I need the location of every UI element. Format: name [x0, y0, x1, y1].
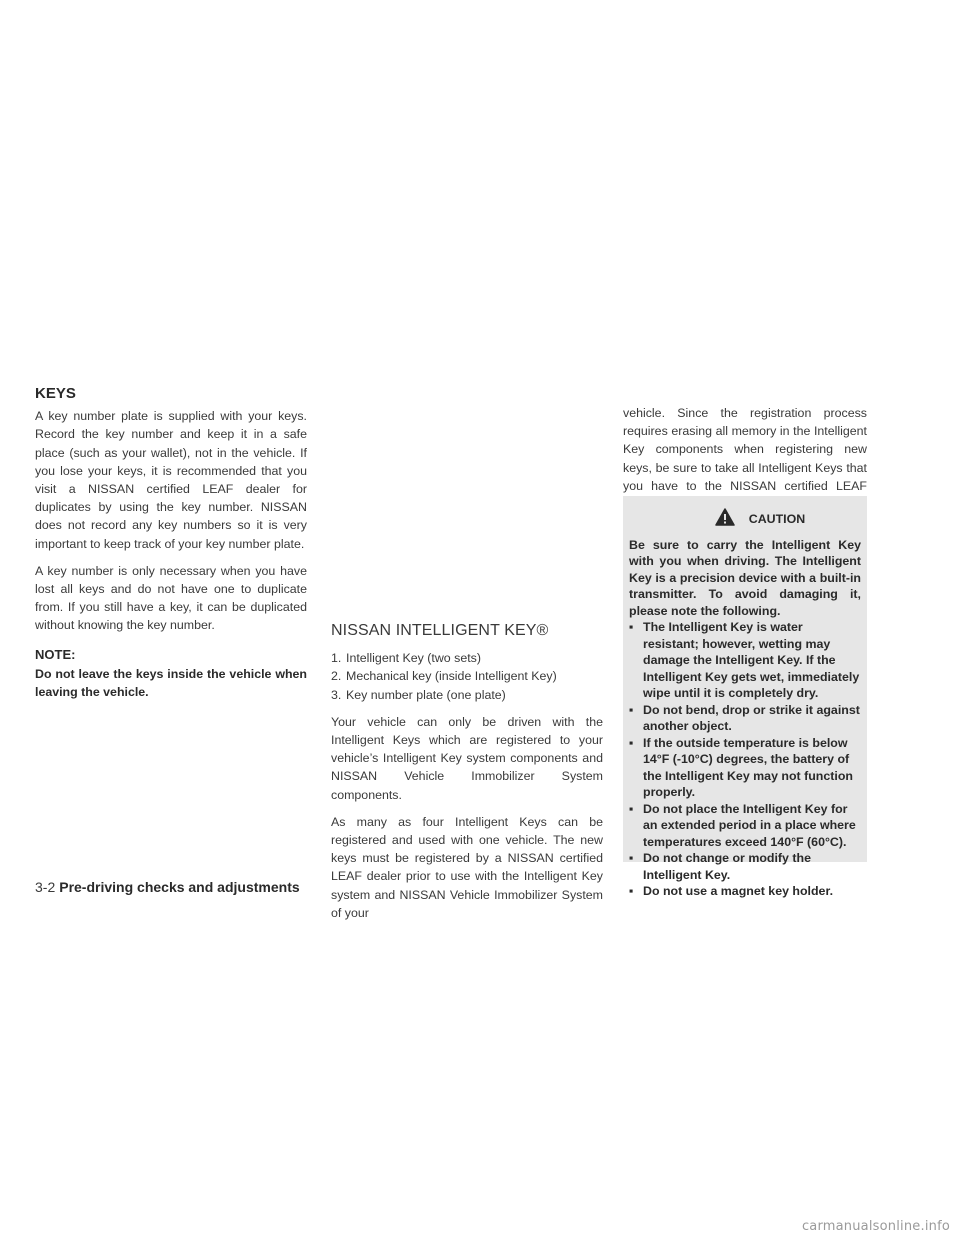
keys-paragraph-2: A key number is only necessary when you have lost all keys and do not have one to duplicate from. If you still have a key, it can be duplicated without knowing the key number.: [35, 563, 307, 633]
caution-item-text: Do not change or modify the Intelligent Key.: [643, 851, 811, 882]
list-item-text: Key number plate (one plate): [346, 687, 506, 702]
page-number: 3-2: [35, 879, 56, 895]
bullet-icon: ▪: [629, 735, 634, 750]
caution-item: [629, 883, 861, 900]
intelligent-key-paragraph-1: Your vehicle can only be driven with the Intelligent Keys which are registered to your vehicle’s Intelligent Key system components and NISSAN Vehicle Immobilizer System components.: [331, 714, 603, 802]
caution-item-text: Do not use a magnet key holder.: [643, 884, 834, 898]
intelligent-key-heading: NISSAN INTELLIGENT KEY®: [331, 622, 549, 639]
caution-item: [629, 735, 861, 801]
note-label: NOTE:: [35, 646, 76, 662]
caution-list: [629, 619, 861, 900]
intelligent-key-column: [331, 622, 603, 931]
list-item: [331, 649, 603, 667]
caution-item: [629, 850, 861, 883]
list-item: [331, 667, 603, 685]
bullet-icon: ▪: [629, 884, 634, 898]
list-item-number: 1.: [331, 651, 342, 666]
bullet-icon: ▪: [629, 801, 634, 816]
key-contents-list: [331, 649, 603, 704]
page-footer: [35, 879, 300, 895]
intelligent-key-paragraph-2: As many as four Intelligent Keys can be registered and used with one vehicle. The new keys must be registered by a NISSAN certified LEAF dealer prior to use with the Intelligent Key system and NISSAN Vehicle Immobilizer System of your: [331, 814, 603, 920]
caution-item-text: The Intelligent Key is water resistant; however, wetting may damage the Intelligent Key. If the Intelligent Key gets wet, immediately wipe until it is completely dry.: [643, 620, 860, 700]
bullet-icon: ▪: [629, 702, 634, 717]
warning-triangle-icon: [715, 508, 735, 531]
note-text: Do not leave the keys inside the vehicle when leaving the vehicle.: [35, 666, 307, 699]
chapter-title: Pre-driving checks and adjustments: [59, 879, 300, 895]
caution-item: [629, 619, 861, 702]
list-item-number: 2.: [331, 669, 342, 684]
caution-item: [629, 702, 861, 735]
keys-heading: KEYS: [35, 385, 76, 402]
caution-header: [659, 508, 861, 531]
caution-box: [623, 496, 867, 898]
caution-intro: Be sure to carry the Intelligent Key with you when driving. The Intelligent Key is a precision device with a built-in transmitter. To avoid damaging it, please note the following.: [629, 537, 861, 618]
caution-item-text: Do not place the Intelligent Key for an extended period in a place where temperatures exceed 140°F (60°C).: [643, 801, 856, 849]
bullet-icon: ▪: [629, 851, 634, 865]
list-item-text: Mechanical key (inside Intelligent Key): [346, 669, 557, 684]
caution-item-text: Do not bend, drop or strike it against another object.: [643, 702, 860, 733]
watermark: carmanualsonline.info: [801, 1219, 950, 1234]
intelligent-key-paragraph-2-continued: vehicle. Since the registration process requires erasing all memory in the Intelligent Key components when registering new keys, be sure to take all Intelligent Keys that you have to the NISSAN certified LEAF: [623, 406, 867, 493]
caution-item: [629, 801, 861, 851]
list-item-text: Intelligent Key (two sets): [346, 651, 481, 666]
keys-column: [35, 385, 307, 710]
caution-item-text: If the outside temperature is below 14°F (-10°C) degrees, the battery of the Intelligent Key may not function properly.: [643, 735, 853, 799]
caution-title: CAUTION: [748, 512, 806, 526]
keys-paragraph-1: A key number plate is supplied with your keys. Record the key number and keep it in a safe place (such as your wallet), not in the vehicle. If you lose your keys, it is recommended that you visit a NISSAN certified LEAF dealer for duplicates by using the key number. NISSAN does not record any key numbers so it is very important to keep track of your key number plate.: [35, 409, 307, 551]
list-item: [331, 686, 603, 704]
bullet-icon: ▪: [629, 620, 634, 634]
list-item-number: 3.: [331, 687, 342, 702]
